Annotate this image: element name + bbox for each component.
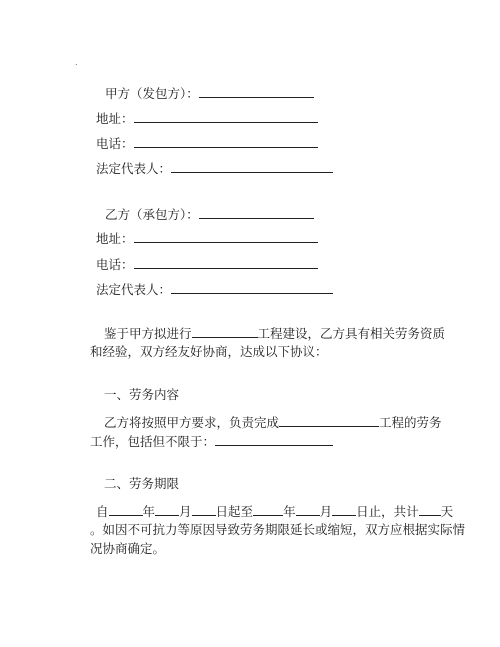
year-label-2: 年 <box>283 504 296 519</box>
preamble-line-1 <box>104 325 445 342</box>
work-project-blank[interactable] <box>279 414 379 427</box>
party-b-phone-blank[interactable] <box>134 256 318 269</box>
section-1-text-3: 工作，包括但不限于： <box>90 434 216 449</box>
section-1-text-2: 工程的劳务 <box>379 415 442 430</box>
total-days-blank[interactable] <box>419 503 441 516</box>
party-a-blank[interactable] <box>199 85 314 98</box>
party-b-phone-line <box>96 256 318 273</box>
party-a-phone-label: 电话： <box>96 136 134 151</box>
section-2-line-2: 。如因不可抗力等原因导致劳务期限延长或缩短，双方应根据实际情 <box>90 522 466 537</box>
month-label-1: 月 <box>179 504 192 519</box>
party-a-line <box>105 85 314 102</box>
party-b-label: 乙方（承包方）： <box>105 207 199 222</box>
party-a-label: 甲方（发包方）： <box>105 86 199 101</box>
preamble-text-2: 工程建设，乙方具有相关劳务资质 <box>257 326 446 341</box>
party-b-rep-line <box>96 281 333 298</box>
party-b-phone-label: 电话： <box>96 257 134 272</box>
days-label: 天 <box>440 504 454 519</box>
preamble-text-3: 和经验，双方经友好协商，达成以下协议： <box>90 344 328 359</box>
section-2-line-1 <box>96 503 453 520</box>
party-a-rep-label: 法定代表人： <box>96 161 172 176</box>
section-2-heading: 二、劳务期限 <box>104 476 180 491</box>
from-label: 自 <box>96 504 109 519</box>
section-2-line-3: 况协商确定。 <box>90 541 166 556</box>
party-b-address-label: 地址： <box>96 231 134 246</box>
section-1-heading: 一、劳务内容 <box>104 387 180 402</box>
party-a-rep-line <box>96 160 333 177</box>
party-b-line <box>105 206 314 223</box>
year-label-1: 年 <box>142 504 156 519</box>
party-a-phone-blank[interactable] <box>134 135 318 148</box>
project-name-blank[interactable] <box>192 325 258 338</box>
end-day-blank[interactable] <box>332 503 356 516</box>
preamble-line-2 <box>90 344 328 360</box>
party-a-address-blank[interactable] <box>134 110 318 123</box>
day-total-label: 日止，共计 <box>356 504 419 519</box>
start-month-blank[interactable] <box>155 503 179 516</box>
party-a-rep-blank[interactable] <box>171 160 333 173</box>
section-1-line-1 <box>104 414 442 431</box>
party-b-rep-blank[interactable] <box>171 281 333 294</box>
party-a-address-line <box>96 110 318 127</box>
party-a-phone-line <box>96 135 318 152</box>
party-b-rep-label: 法定代表人： <box>96 282 172 297</box>
start-day-blank[interactable] <box>192 503 216 516</box>
day-to-label: 日起至 <box>215 504 254 519</box>
party-b-address-blank[interactable] <box>134 230 318 243</box>
section-1-text-1: 乙方将按照甲方要求，负责完成 <box>104 415 280 430</box>
section-1-line-2 <box>90 433 333 450</box>
end-month-blank[interactable] <box>296 503 320 516</box>
preamble-text-1: 鉴于甲方拟进行 <box>104 326 192 341</box>
start-year-blank[interactable] <box>109 503 143 516</box>
party-b-address-line <box>96 230 318 247</box>
end-year-blank[interactable] <box>253 503 283 516</box>
page-marker: . <box>75 58 78 67</box>
work-scope-blank[interactable] <box>215 433 333 446</box>
party-a-address-label: 地址： <box>96 111 134 126</box>
month-label-2: 月 <box>319 504 333 519</box>
party-b-blank[interactable] <box>199 206 314 219</box>
